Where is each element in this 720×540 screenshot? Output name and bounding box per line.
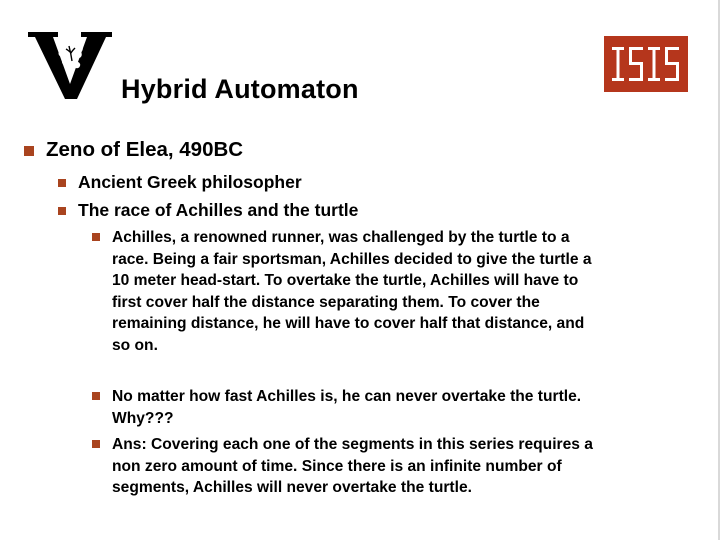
bullet-answer [92, 434, 672, 499]
square-bullet-icon [24, 146, 34, 156]
bullet-question [92, 386, 672, 429]
square-bullet-icon [92, 233, 100, 241]
square-bullet-icon [92, 440, 100, 448]
bullet-text: Ans: Covering each one of the segments in this series requires a non zero amount of time. Since there is an infinite number of segments, Achilles will never overtake the turtle. [112, 436, 593, 497]
bullet-achilles-story [92, 227, 672, 357]
slide-title: Hybrid Automaton [121, 74, 359, 104]
bullet-text: No matter how fast Achilles is, he can never overtake the turtle. Why??? [112, 388, 582, 427]
bullet-zeno [24, 138, 243, 162]
bullet-text: The race of Achilles and the turtle [78, 200, 359, 220]
square-bullet-icon [58, 207, 66, 215]
vanderbilt-logo-icon [28, 28, 112, 100]
bullet-text: Ancient Greek philosopher [78, 172, 302, 192]
square-bullet-icon [92, 392, 100, 400]
bullet-text: Zeno of Elea, 490BC [46, 138, 244, 161]
bullet-race [58, 200, 358, 221]
bullet-philosopher [58, 172, 302, 193]
isis-logo-icon [604, 36, 688, 92]
square-bullet-icon [58, 179, 66, 187]
bullet-text: Achilles, a renowned runner, was challenged by the turtle to a race. Being a fair sportsman, Achilles decided to give the turtle a 10 meter head-start. To overtake the turtle, Achilles will have to first cover half the distance separating them. To cover the remaining distance, he will have to cover half that distance, and so on. [112, 229, 592, 354]
